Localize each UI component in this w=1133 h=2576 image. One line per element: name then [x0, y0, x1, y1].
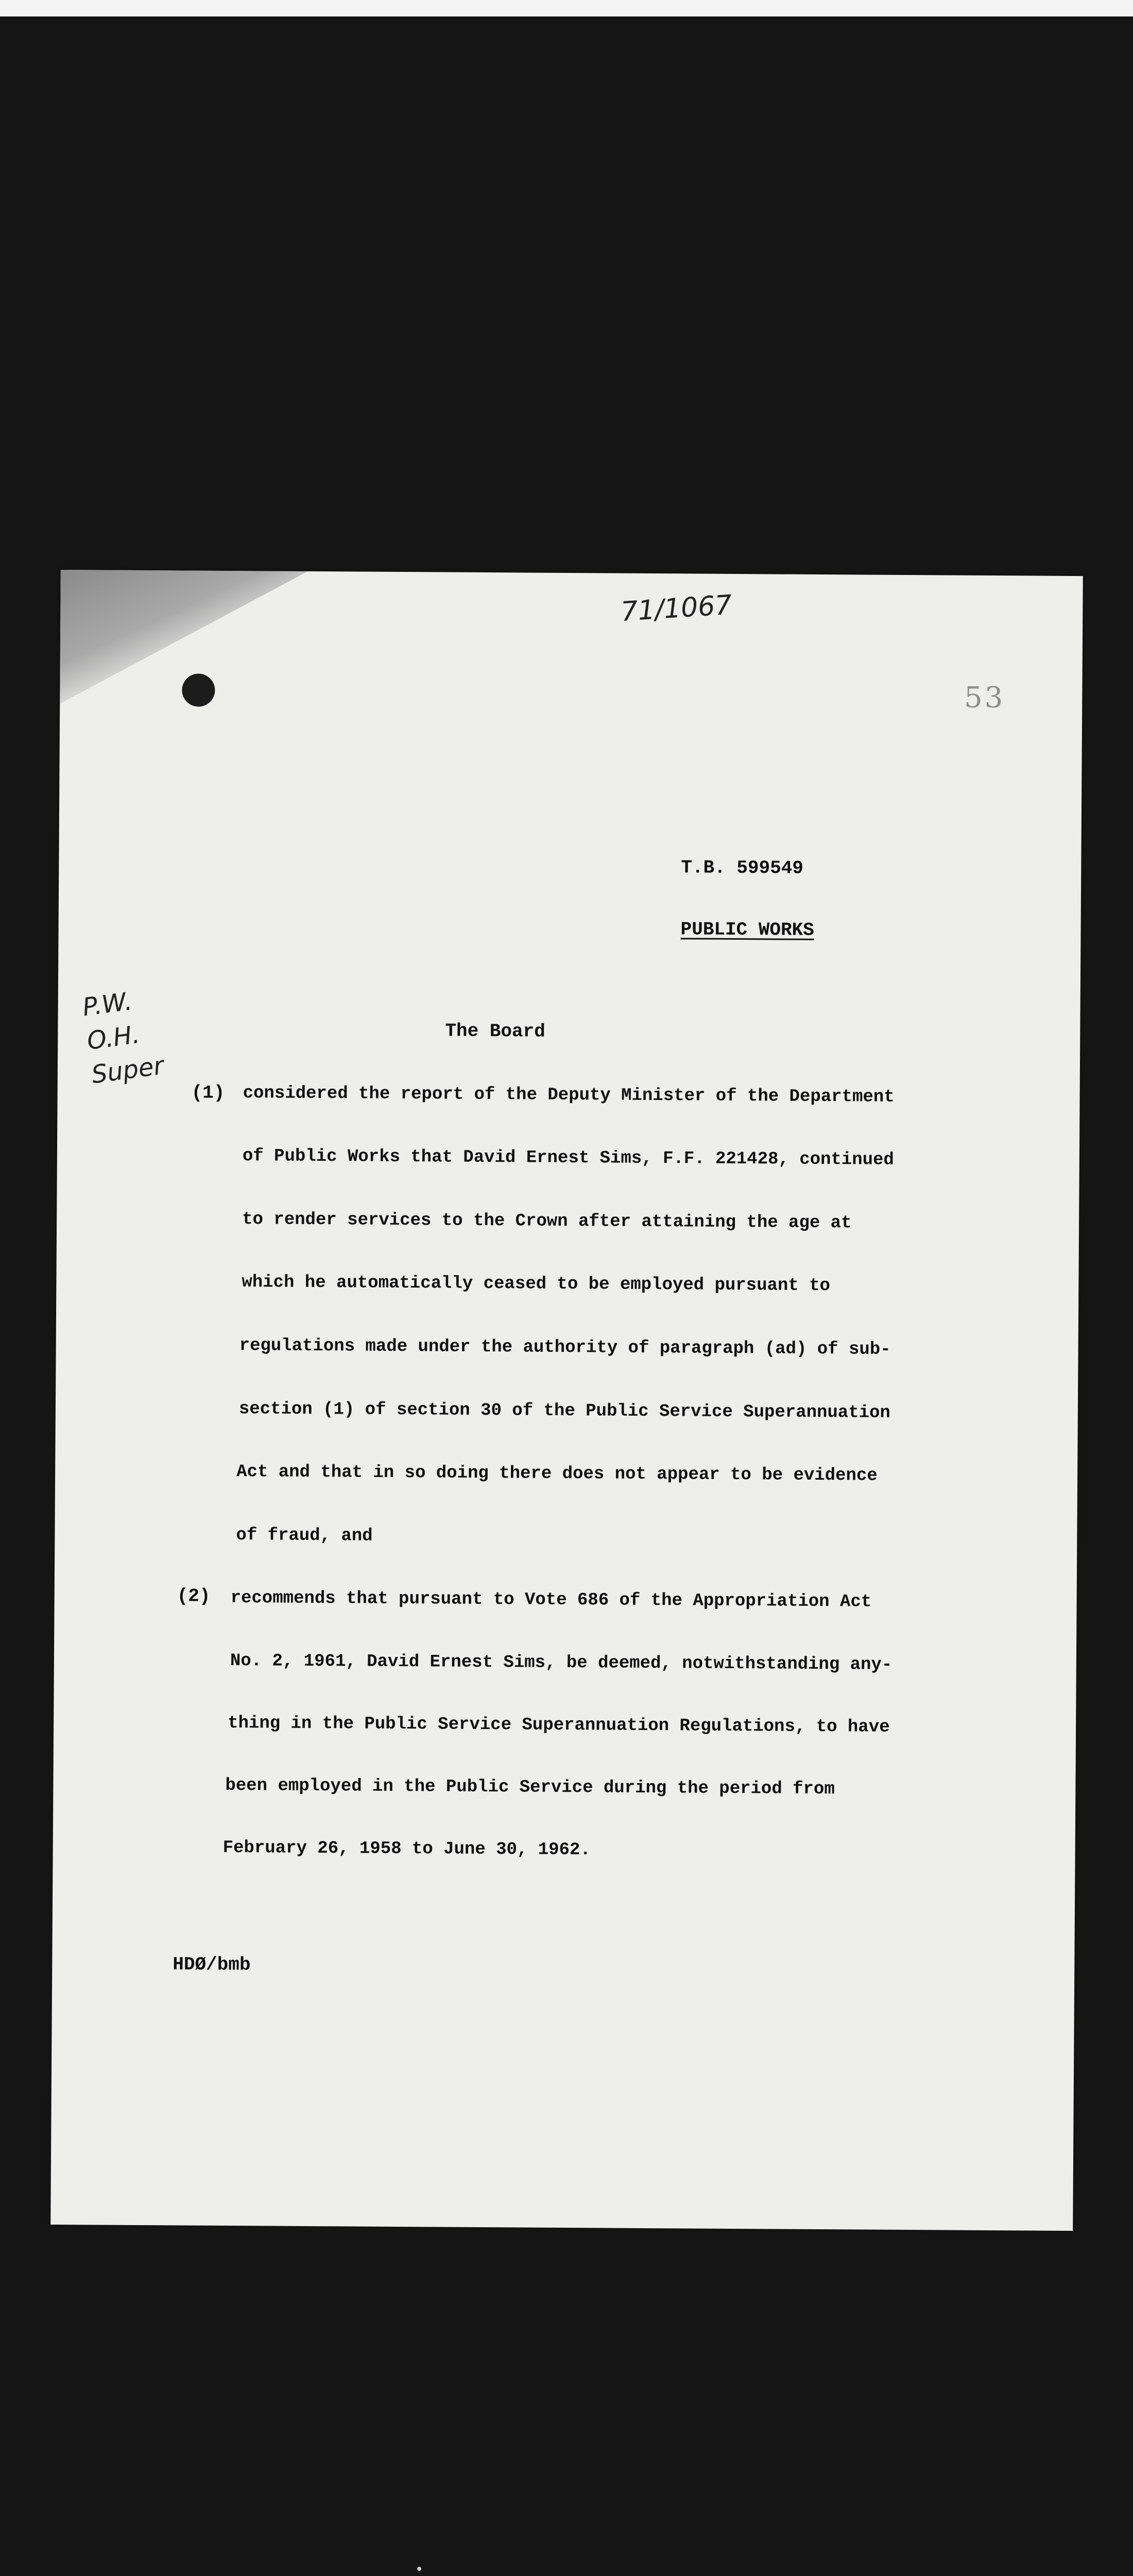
document-page	[50, 570, 1083, 2231]
scan-speck	[417, 2567, 421, 2571]
paragraph-line: Act and that in so doing there does not appear to be evidence	[236, 1462, 878, 1486]
margin-note-line: Super	[90, 1051, 166, 1090]
paragraph-line: section (1) of section 30 of the Public Service Superannuation	[238, 1399, 890, 1423]
margin-note-line: O.H.	[85, 1020, 142, 1056]
treasury-board-number: T.B. 599549	[681, 857, 804, 879]
handwritten-file-reference: 71/1067	[620, 589, 733, 628]
paragraph-number: (1)	[191, 1082, 225, 1104]
paragraph-line: No. 2, 1961, David Ernest Sims, be deemed, notwithstanding any-	[230, 1651, 892, 1675]
paragraph-line: of fraud, and	[236, 1526, 373, 1546]
paragraph-line: which he automatically ceased to be employed pursuant to	[242, 1273, 831, 1296]
paragraph-line: considered the report of the Deputy Minister of the Department	[243, 1083, 895, 1107]
board-heading: The Board	[445, 1020, 545, 1042]
paragraph-line: of Public Works that David Ernest Sims, F.F. 221428, continued	[242, 1146, 894, 1170]
typist-initials: HDØ/bmb	[173, 1954, 251, 1976]
paragraph-line: recommends that pursuant to Vote 686 of the Appropriation Act	[230, 1588, 872, 1612]
department-heading: PUBLIC WORKS	[680, 919, 814, 941]
handwritten-margin-note	[80, 975, 211, 1092]
paragraph-number: (2)	[177, 1585, 211, 1607]
paragraph-line: regulations made under the authority of paragraph (ad) of sub-	[239, 1336, 891, 1360]
margin-note-line: P.W.	[80, 987, 134, 1022]
paragraph-line: to render services to the Crown after attaining the age at	[242, 1210, 852, 1233]
page-number-stamp: 53	[964, 681, 1005, 715]
paragraph-line: thing in the Public Service Superannuation Regulations, to have	[228, 1713, 890, 1737]
paragraph-line: February 26, 1958 to June 30, 1962.	[222, 1838, 591, 1860]
punch-hole	[182, 673, 215, 706]
scan-top-border	[0, 0, 1133, 16]
paragraph-line: been employed in the Public Service during the period from	[225, 1775, 835, 1800]
